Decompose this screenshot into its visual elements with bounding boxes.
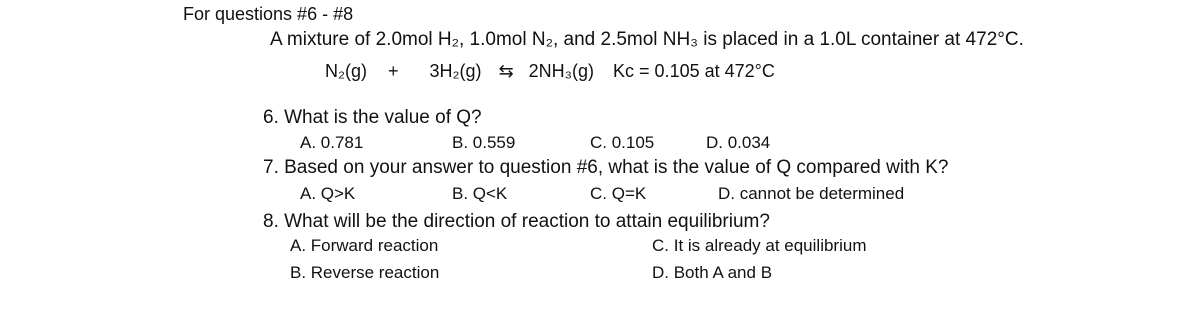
equilibrium-arrow: ⇆: [498, 61, 514, 81]
q6-option-c: C. 0.105: [590, 133, 655, 152]
q6-option-a: A. 0.781: [300, 133, 364, 152]
q8-option-d: D. Both A and B: [652, 263, 773, 282]
q6-option-b: B. 0.559: [452, 133, 516, 152]
q8-option-a: A. Forward reaction: [290, 236, 439, 255]
q7-option-b: B. Q<K: [452, 184, 508, 203]
q8-option-c: C. It is already at equilibrium: [652, 236, 867, 255]
plus-sign: +: [388, 61, 399, 81]
question-7: 7. Based on your answer to question #6, what is the value of Q compared with K?: [263, 157, 949, 178]
problem-statement: A mixture of 2.0mol H₂, 1.0mol N₂, and 2.5mol NH₃ is placed in a 1.0L container at 472°C.: [270, 29, 1024, 50]
section-header: For questions #6 - #8: [183, 4, 354, 24]
reaction-equation: [325, 62, 775, 80]
reactant-n2: N₂(g): [325, 61, 367, 81]
question-6: 6. What is the value of Q?: [263, 107, 482, 128]
q7-option-d: D. cannot be determined: [718, 184, 905, 203]
product-nh3: 2NH₃(g): [528, 61, 595, 81]
q8-option-b: B. Reverse reaction: [290, 263, 440, 282]
question-8: 8. What will be the direction of reaction to attain equilibrium?: [263, 211, 770, 232]
q6-option-d: D. 0.034: [706, 133, 771, 152]
reactant-h2: 3H₂(g): [429, 61, 482, 81]
q7-option-a: A. Q>K: [300, 184, 356, 203]
equilibrium-constant: Kc = 0.105 at 472°C: [613, 61, 775, 81]
q7-option-c: C. Q=K: [590, 184, 647, 203]
